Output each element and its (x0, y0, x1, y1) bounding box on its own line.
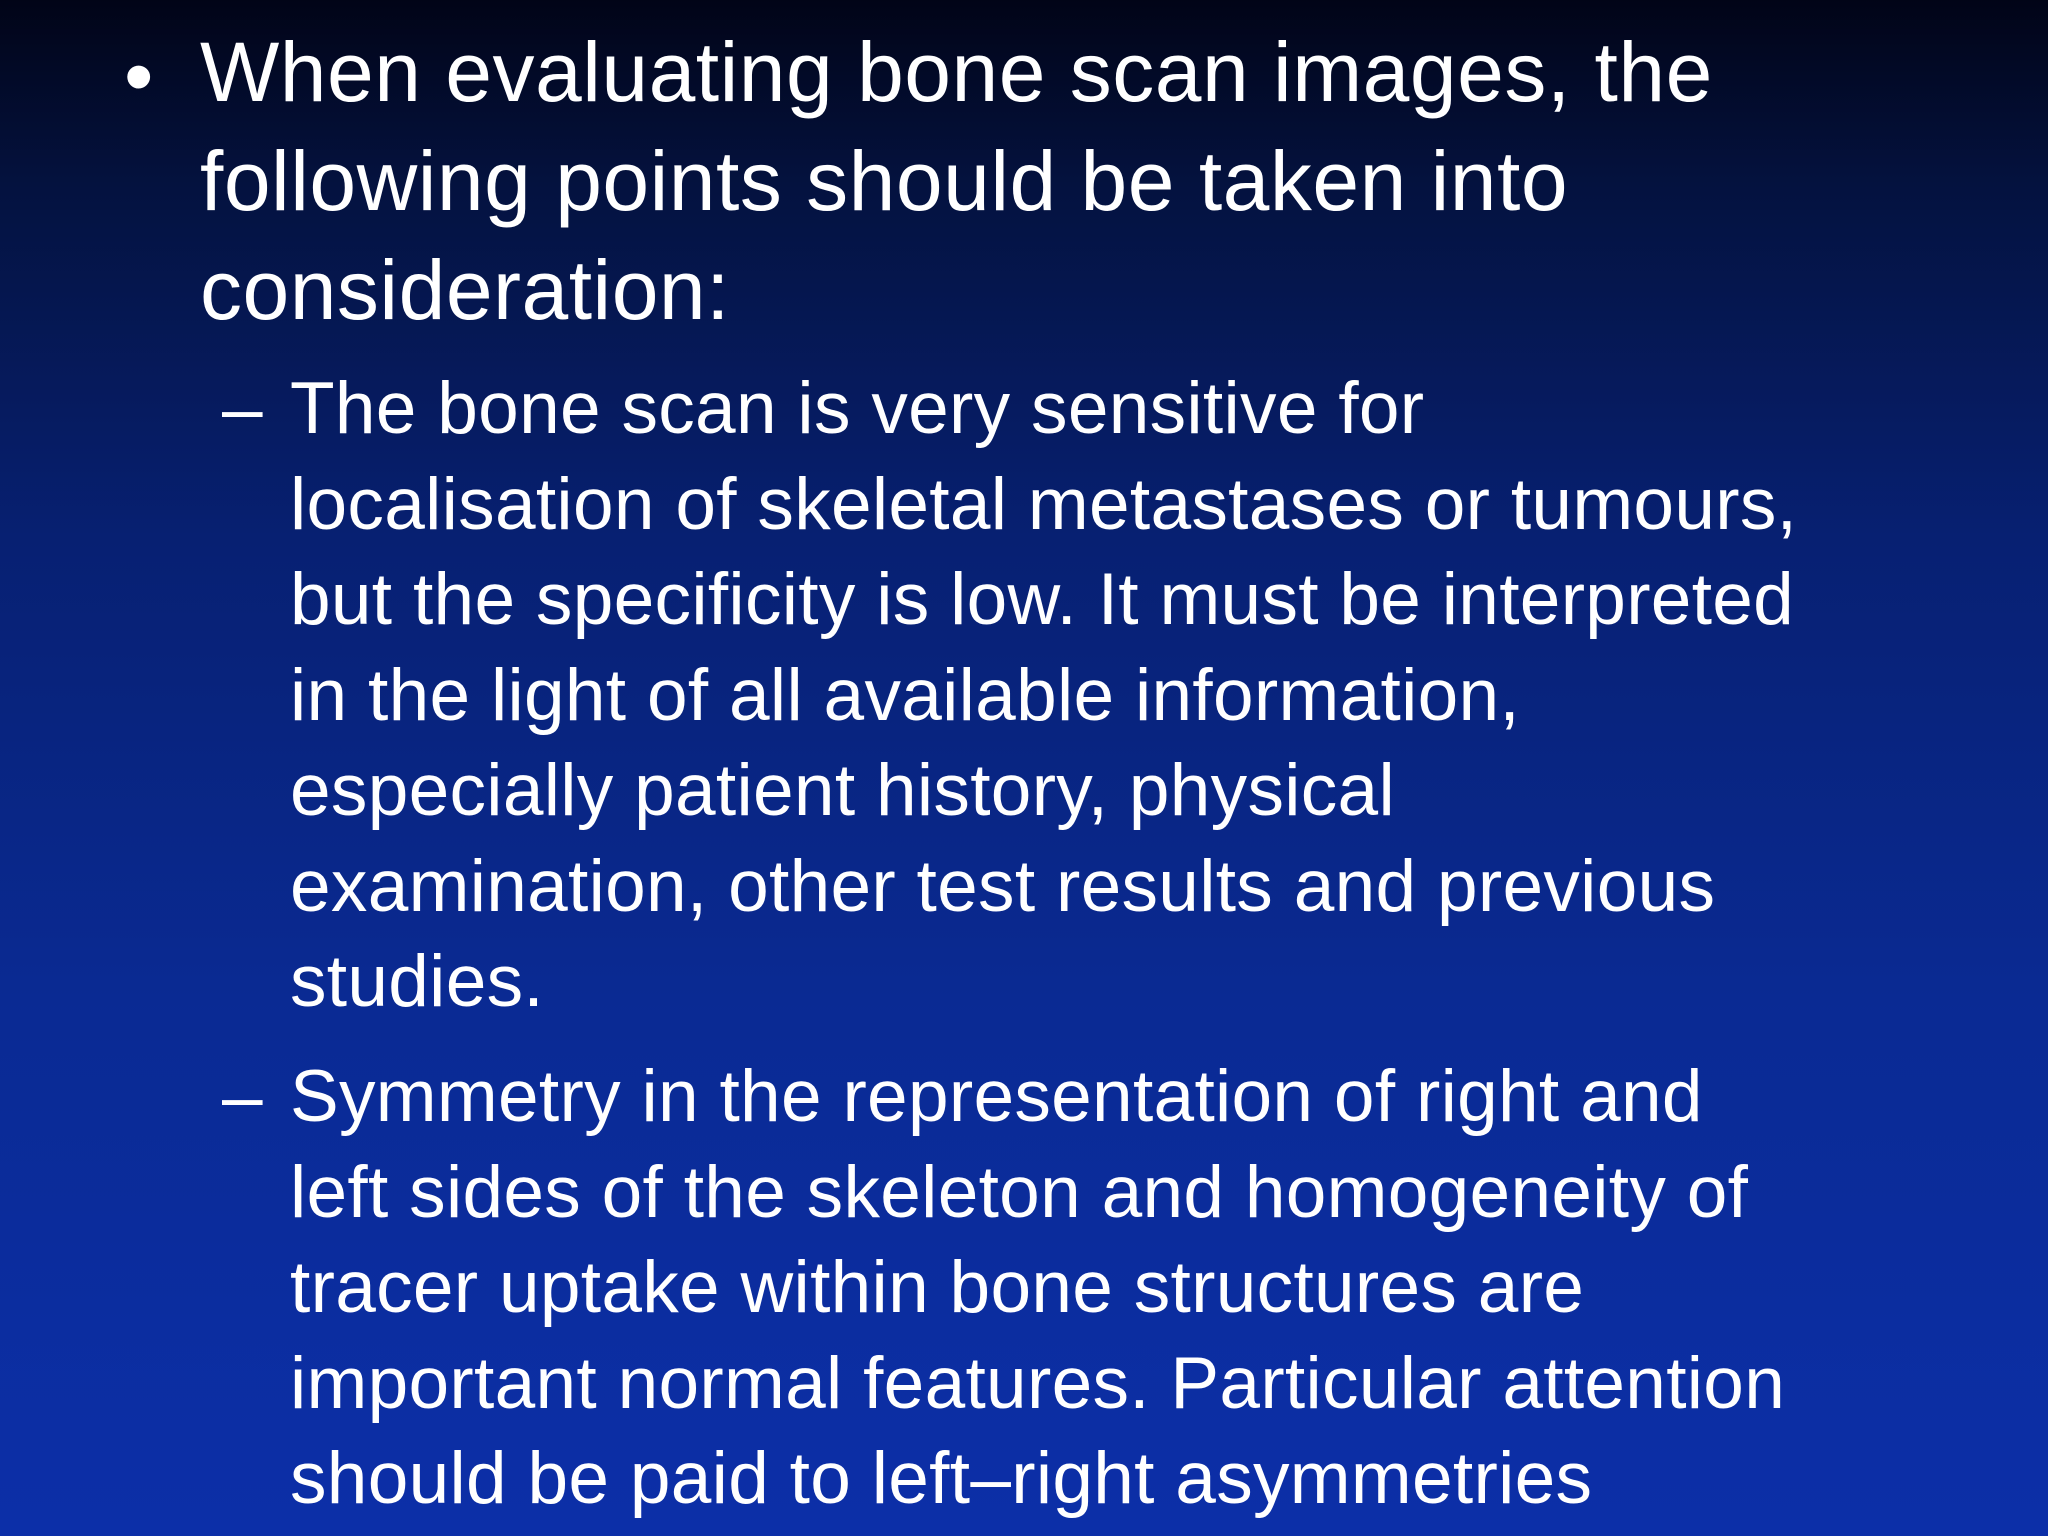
main-bullet-text: When evaluating bone scan images, the following points should be taken into consideration: (200, 25, 1713, 337)
sub-bullet-marker: – (222, 368, 263, 449)
bullet-marker: • (124, 29, 154, 123)
sub-bullet-text: The bone scan is very sensitive for localisation of skeletal metastases or tumours, but the specificity is low. It must be interpreted in the light of all available information, especially patient history, physical examination, other test results and previous studies. (290, 368, 1798, 1022)
sub-bullet-text: Symmetry in the representation of right and left sides of the skeleton and homogeneity of tracer uptake within bone structures are important normal features. Particular attention should be paid to left–right asymmetries (290, 1056, 1786, 1519)
sub-bullet-marker: – (222, 1056, 263, 1137)
